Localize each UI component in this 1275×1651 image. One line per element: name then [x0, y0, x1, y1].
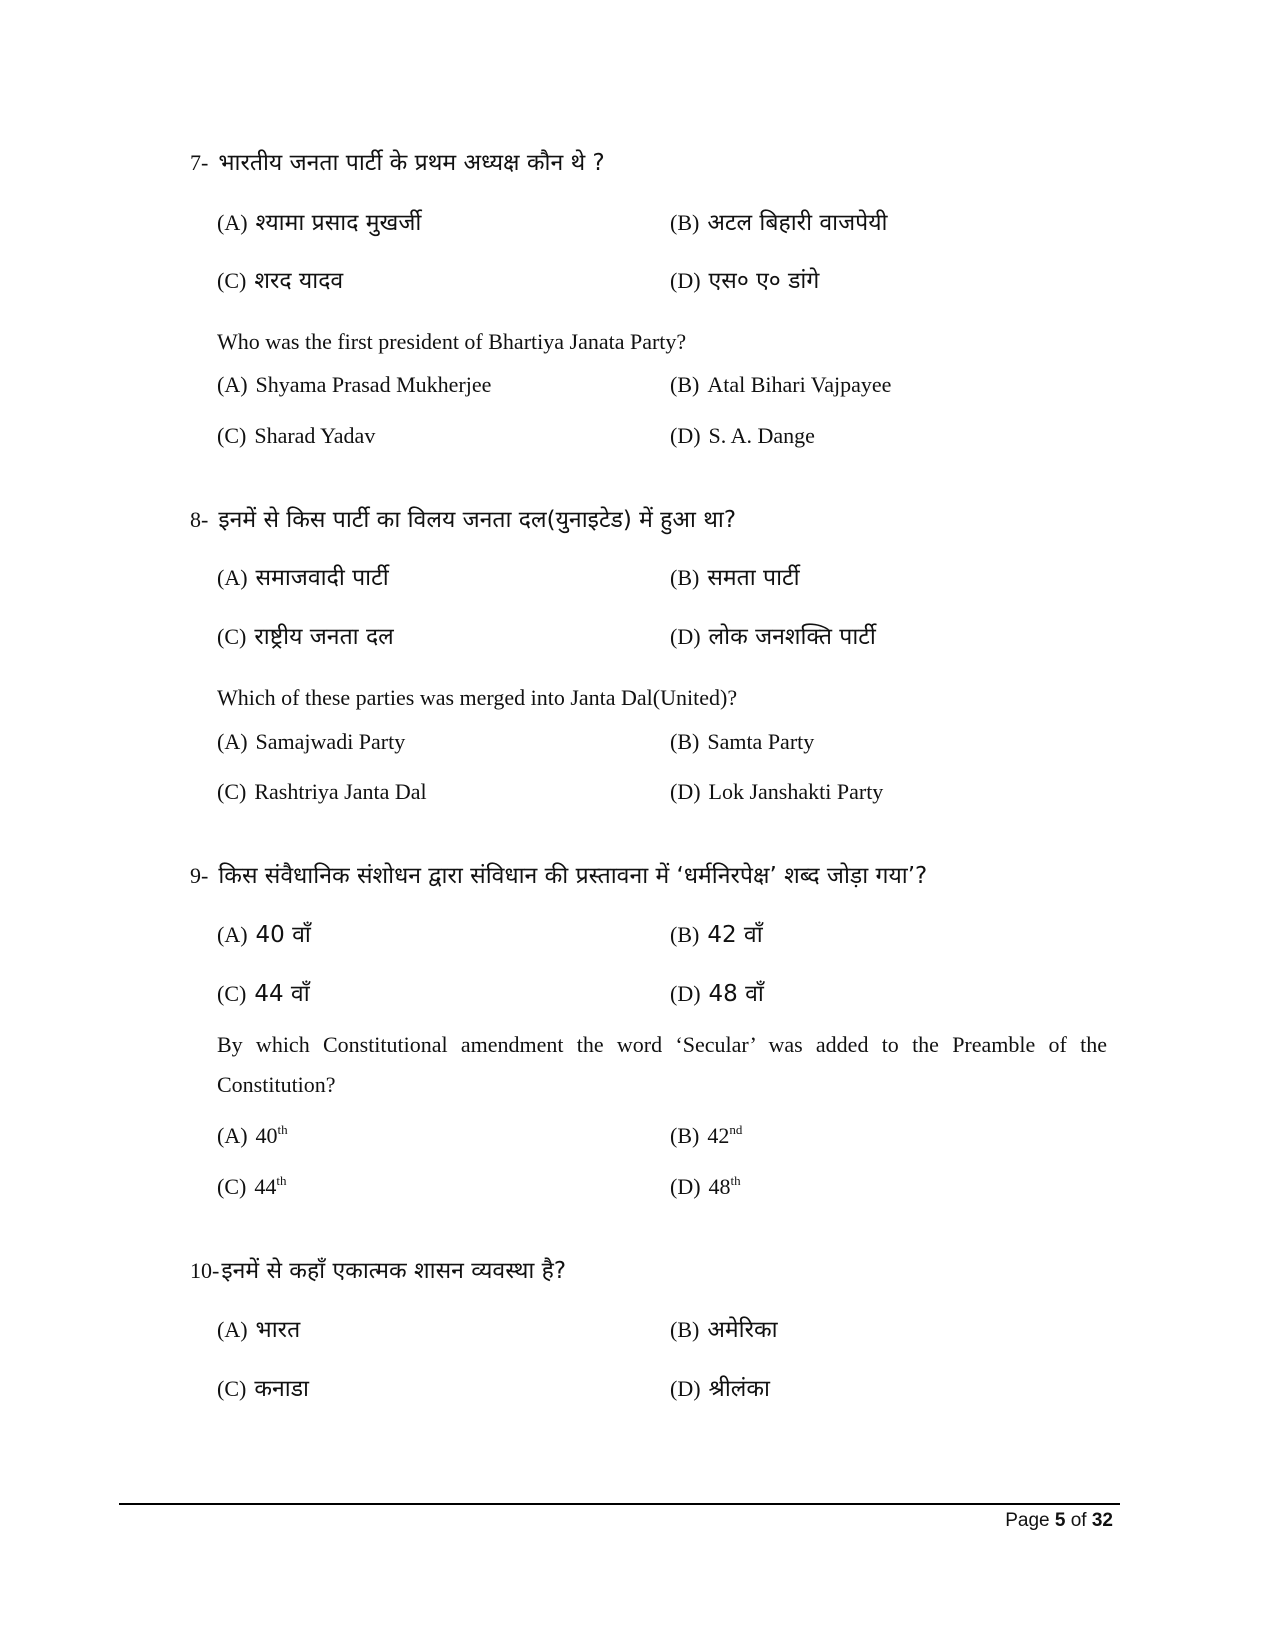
- option-b: (B) अटल बिहारी वाजपेयी: [670, 210, 888, 236]
- option-a: (A) 40 वाँ: [217, 922, 311, 948]
- option-a: (A) Samajwadi Party: [217, 729, 406, 754]
- question-number: 10-: [190, 1258, 220, 1283]
- option-d: (D) एस० ए० डांगे: [670, 268, 820, 294]
- option-a: (A) समाजवादी पार्टी: [217, 565, 389, 591]
- option-a: (A) श्यामा प्रसाद मुखर्जी: [217, 210, 422, 236]
- question-text: भारतीय जनता पार्टी के प्रथम अध्यक्ष कौन थे ?: [218, 150, 605, 176]
- option-a: (A) 40th: [217, 1122, 288, 1148]
- option-a: (A) भारत: [217, 1317, 301, 1343]
- option-c: (C) शरद यादव: [217, 268, 344, 294]
- page-number: Page 5 of 32: [1005, 1510, 1113, 1531]
- question-7-english: Who was the first president of Bhartiya Janata Party?: [217, 329, 687, 354]
- option-c: (C) 44th: [217, 1173, 287, 1199]
- question-9-hindi: [190, 858, 927, 890]
- option-a: (A) Shyama Prasad Mukherjee: [217, 372, 492, 397]
- question-8-hindi: [190, 502, 736, 534]
- question-7-hindi: [190, 145, 605, 177]
- question-8-english: Which of these parties was merged into Janta Dal(United)?: [217, 685, 738, 710]
- option-b: (B) अमेरिका: [670, 1317, 778, 1343]
- option-c: (C) राष्ट्रीय जनता दल: [217, 624, 394, 650]
- option-b: (B) Atal Bihari Vajpayee: [670, 372, 892, 397]
- option-d: (D) श्रीलंका: [670, 1376, 771, 1402]
- question-number: 8-: [190, 507, 209, 532]
- option-c: (C) Sharad Yadav: [217, 423, 376, 448]
- option-d: (D) Lok Janshakti Party: [670, 779, 884, 804]
- question-number: 9-: [190, 863, 209, 888]
- option-c: (C) Rashtriya Janta Dal: [217, 779, 427, 804]
- question-10-hindi: [190, 1253, 566, 1285]
- option-d: (D) S. A. Dange: [670, 423, 815, 448]
- option-b: (B) 42 वाँ: [670, 922, 763, 948]
- option-b: (B) समता पार्टी: [670, 565, 800, 591]
- footer-divider: [119, 1503, 1120, 1505]
- option-c: (C) कनाडा: [217, 1376, 309, 1402]
- option-d: (D) 48th: [670, 1173, 741, 1199]
- question-text: इनमें से किस पार्टी का विलय जनता दल(युनाइटेड) में हुआ था?: [218, 507, 737, 533]
- question-text: किस संवैधानिक संशोधन द्वारा संविधान की प्रस्तावना में ‘धर्मनिरपेक्ष’ शब्द जोड़ा गया’?: [218, 863, 928, 889]
- option-d: (D) लोक जनशक्ति पार्टी: [670, 624, 876, 650]
- option-b: (B) 42nd: [670, 1122, 743, 1148]
- option-d: (D) 48 वाँ: [670, 981, 764, 1007]
- question-number: 7-: [190, 150, 209, 175]
- question-text: इनमें से कहाँ एकात्मक शासन व्यवस्था है?: [221, 1258, 567, 1284]
- question-9-english: By which Constitutional amendment the word ‘Secular’ was added to the Preamble of the Constitution?: [217, 1032, 1107, 1097]
- option-b: (B) Samta Party: [670, 729, 815, 754]
- option-c: (C) 44 वाँ: [217, 981, 310, 1007]
